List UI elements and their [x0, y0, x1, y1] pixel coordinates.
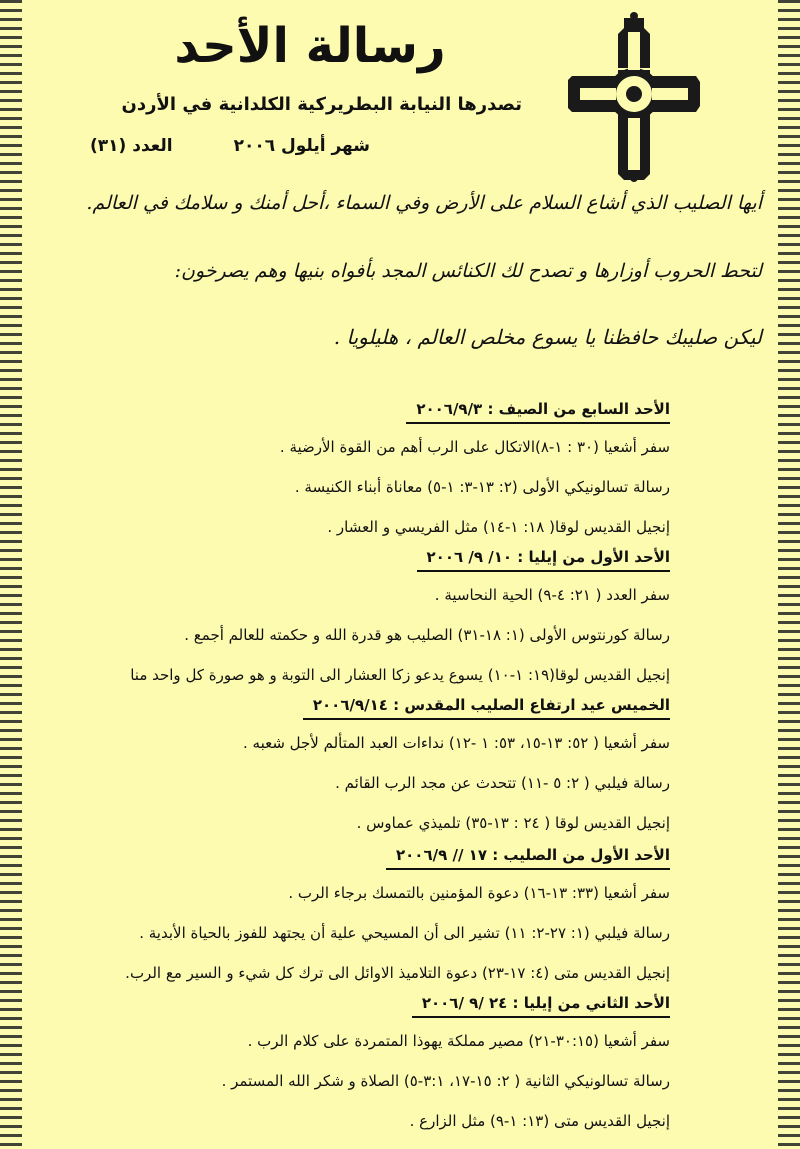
section-heading: الأحد الأول من إيليا : ١٠/ ٩/ ٢٠٠٦	[417, 544, 670, 572]
reading-line: إنجيل القديس لوقا(١٩: ١-١٠) يسوع يدعو زكا العشار الى التوبة و هو صورة كل واحد منا	[130, 666, 670, 684]
reading-line: إنجيل القديس متى (١٣: ١-٩) مثل الزارع .	[409, 1112, 670, 1130]
section-heading: الأحد الأول من الصليب : ١٧ // ٢٠٠٦/٩	[386, 842, 670, 870]
reading-section	[30, 396, 670, 554]
reading-line: رسالة فيلبي (١: ٢٧-٢: ١١) تشير الى أن المسيحي علية أن يجتهد للفوز بالحياة الأبدية .	[139, 924, 670, 942]
issue-number: العدد (٣١)	[90, 136, 173, 156]
reading-section	[30, 692, 670, 850]
reading-section	[30, 990, 670, 1148]
reading-line: سفر أشعيا (٣٠ : ١-٨)الاتكال على الرب أهم من القوة الأرضية .	[279, 438, 670, 456]
reading-line: رسالة تسالونيكي الثانية ( ٢: ١٥-١٧، ٣:١-٥) الصلاة و شكر الله المستمر .	[221, 1072, 670, 1090]
reading-line: رسالة كورنتوس الأولى (١: ١٨-٣١) الصليب هو قدرة الله و حكمته للعالم أجمع .	[184, 626, 670, 644]
page-title: رسالة الأحد	[174, 18, 446, 74]
issue-month: شهر أيلول ٢٠٠٦	[233, 136, 370, 156]
reading-line: سفر أشعيا (٣٣: ١٣-١٦) دعوة المؤمنين بالتمسك برجاء الرب .	[288, 884, 670, 902]
section-heading: الأحد الثاني من إيليا : ٢٤ /٩ /٢٠٠٦	[412, 990, 670, 1018]
reading-line: إنجيل القديس لوقا( ١٨: ١-١٤) مثل الفريسي و العشار .	[327, 518, 670, 536]
section-heading: الأحد السابع من الصيف : ٢٠٠٦/٩/٣	[406, 396, 670, 424]
section-heading: الخميس عيد ارتفاع الصليب المقدس : ٢٠٠٦/٩/١٤	[303, 692, 670, 720]
decorative-border-left	[0, 0, 22, 1149]
hymn-line-2: لتحط الحروب أوزارها و تصدح لك الكنائس المجد بأفواه بنيها وهم يصرخون:	[174, 260, 762, 282]
reading-line: سفر أشعيا ( ٥٢: ١٣-١٥، ٥٣: ١ -١٢) نداءات العبد المتألم لأجل شعبه .	[242, 734, 670, 752]
reading-line: رسالة فيلبي ( ٢: ٥ -١١) تتحدث عن مجد الرب القائم .	[335, 774, 670, 792]
reading-line: سفر العدد ( ٢١: ٤-٩) الحية النحاسية .	[434, 586, 670, 604]
reading-line: إنجيل القديس متى (٤: ١٧-٢٣) دعوة التلاميذ الاوائل الى ترك كل شيء و السير مع الرب.	[125, 964, 670, 982]
hymn-line-3: ليكن صليبك حافظنا يا يسوع مخلص العالم ، هليلويا .	[333, 325, 762, 349]
issue-info	[90, 136, 370, 156]
reading-section	[30, 842, 670, 1000]
cross-icon	[568, 12, 700, 182]
reading-line: رسالة تسالونيكي الأولى (٢: ١٣-٣: ١-٥) معاناة أبناء الكنيسة .	[294, 478, 670, 496]
reading-line: إنجيل القديس لوقا ( ٢٤ : ١٣-٣٥) تلميذي عماوس .	[356, 814, 670, 832]
reading-line: سفر أشعيا (٣٠:١٥-٢١) مصير مملكة يهوذا المتمردة على كلام الرب .	[247, 1032, 670, 1050]
hymn-line-1: أيها الصليب الذي أشاع السلام على الأرض وفي السماء ،أحل أمنك و سلامك في العالم.	[86, 192, 762, 214]
reading-section	[30, 544, 670, 702]
publisher-line: تصدرها النيابة البطريركية الكلدانية في الأردن	[121, 94, 522, 115]
decorative-border-right	[778, 0, 800, 1149]
